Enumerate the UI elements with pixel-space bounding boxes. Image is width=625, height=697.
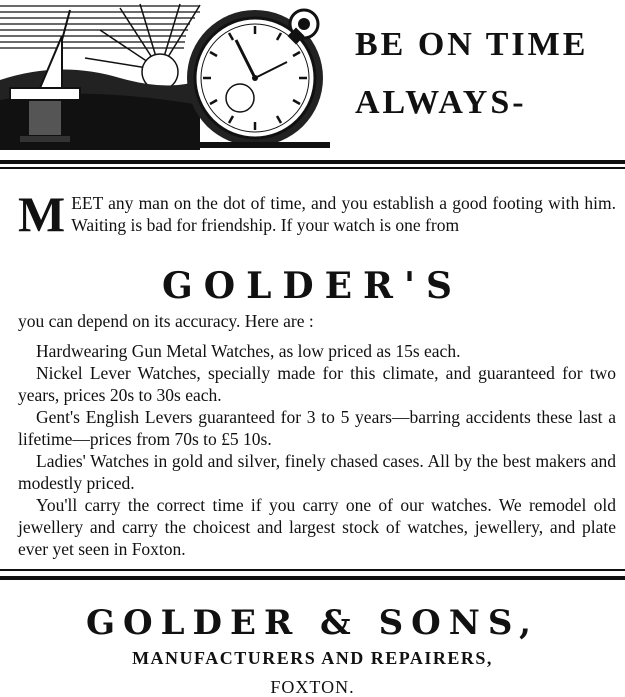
firm-description: MANUFACTURERS AND REPAIRERS, bbox=[132, 648, 493, 668]
intro-paragraph bbox=[18, 186, 616, 242]
list-item: Hardwearing Gun Metal Watches, as low priced as 15s each. bbox=[36, 341, 461, 361]
top-divider-thick bbox=[0, 160, 625, 164]
list-item: Ladies' Watches in gold and silver, finely chased cases. All by the best makers and modestly priced. bbox=[18, 451, 616, 493]
list-item: Gent's English Levers guaranteed for 3 to 5 years—barring accidents these last a lifetime—prices from 70s to £5 10s. bbox=[18, 407, 616, 449]
watch-sunrise-illustration bbox=[0, 0, 330, 150]
drop-cap: M bbox=[18, 186, 66, 242]
list-item: Nickel Lever Watches, specially made for this climate, and guaranteed for two years, prices 20s to 30s each. bbox=[18, 363, 616, 405]
brand-name: GOLDER'S bbox=[161, 265, 463, 307]
bottom-divider-thin bbox=[0, 569, 625, 571]
ad-header bbox=[0, 0, 625, 152]
product-list bbox=[18, 340, 616, 560]
intro-text: EET any man on the dot of time, and you establish a good footing with him. Waiting is bad for friendship. If your watch is one from bbox=[71, 193, 616, 235]
list-item: You'll carry the correct time if you carry one of our watches. We remodel old jewellery and carry the choicest and largest stock of watches, jewellery, and plate ever yet seen in Foxton. bbox=[18, 495, 616, 559]
firm-town: FOXTON. bbox=[270, 677, 355, 697]
top-divider-thin bbox=[0, 167, 625, 169]
depend-text: you can depend on its accuracy. Here are : bbox=[18, 311, 314, 331]
bottom-divider-thick bbox=[0, 576, 625, 580]
headline-line-1: BE ON TIME bbox=[355, 26, 589, 63]
firm-name: GOLDER & SONS, bbox=[85, 603, 539, 643]
headline-line-2: ALWAYS- bbox=[355, 84, 527, 121]
